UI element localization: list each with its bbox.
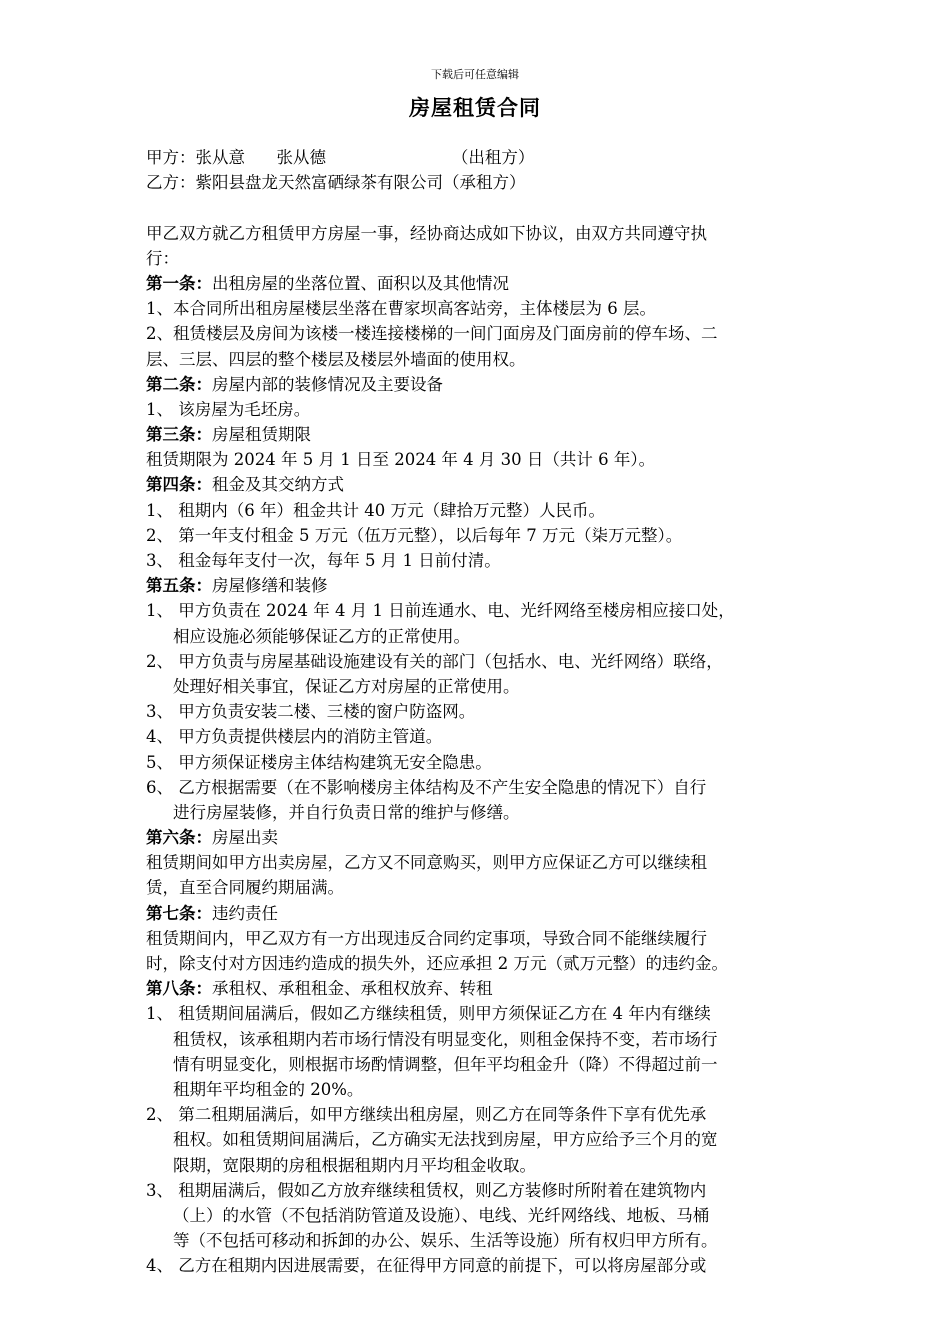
article-title: 房屋租赁期限: [212, 425, 311, 445]
item-continuation: 情有明显变化，则根据市场酌情调整，但年平均租金升（降）不得超过前一: [173, 1054, 718, 1074]
item-text: 甲方负责提供楼层内的消防主管道。: [178, 727, 443, 747]
item-continuation: （上）的水管（不包括消防管道及设施）、电线、光纤网络线、地板、马桶: [173, 1205, 710, 1225]
article-heading: [146, 573, 826, 598]
item-text: 乙方在租期内因进展需要，在征得甲方同意的前提下，可以将房屋部分或: [178, 1256, 707, 1276]
article-heading: [146, 372, 826, 397]
article-title: 租金及其交纳方式: [212, 475, 344, 495]
item-number: 5、: [146, 752, 173, 772]
list-item: [146, 775, 826, 800]
article-label: 第七条：: [146, 903, 212, 923]
item-text: 租期届满后，假如乙方放弃继续租赁权，则乙方装修时所附着在建筑物内: [178, 1180, 707, 1200]
article-line: 2、租赁楼层及房间为该楼一楼连接楼梯的一间门面房及门面房前的停车场、二: [146, 324, 718, 344]
article-line: 3、 租金每年支付一次，每年 5 月 1 日前付清。: [146, 551, 501, 570]
article-heading: [146, 422, 826, 447]
article-heading: [146, 901, 826, 926]
item-text: 乙方根据需要（在不影响楼房主体结构及不产生安全隐患的情况下）自行: [178, 777, 707, 797]
intro-line: 甲乙双方就乙方租赁甲方房屋一事，经协商达成如下协议，由双方共同遵守执: [146, 223, 707, 243]
article-label: 第一条：: [146, 273, 212, 293]
article-line: 2、 第一年支付租金 5 万元（伍万元整），以后每年 7 万元（柒万元整）。: [146, 525, 683, 545]
list-item: [146, 1253, 826, 1278]
item-continuation: 相应设施必须能够保证乙方的正常使用。: [173, 626, 470, 646]
article-label: 第二条：: [146, 374, 212, 394]
article-label: 第六条：: [146, 828, 212, 848]
item-continuation: 租期年平均租金的 20%。: [173, 1079, 364, 1099]
list-item: [146, 750, 826, 775]
article-label: 第四条：: [146, 475, 212, 495]
list-item: [146, 724, 826, 749]
article-line: 时，除支付对方因违约造成的损失外，还应承担 2 万元（贰万元整）的违约金。: [146, 954, 728, 973]
list-item: [146, 598, 826, 623]
article-line: 租赁期间内，甲乙双方有一方出现违反合同约定事项，导致合同不能继续履行: [146, 928, 707, 948]
article-title: 出租房屋的坐落位置、面积以及其他情况: [212, 273, 509, 293]
article-label: 第三条：: [146, 425, 212, 445]
item-number: 1、: [146, 601, 173, 621]
list-item: [146, 649, 826, 674]
party-b-line: 乙方：紫阳县盘龙天然富硒绿茶有限公司（承租方）: [146, 173, 526, 193]
item-text: 甲方负责安装二楼、三楼的窗户防盗网。: [178, 702, 476, 722]
item-number: 4、: [146, 727, 173, 747]
item-text: 租赁期间届满后，假如乙方继续租赁，则甲方须保证乙方在 4 年内有继续: [178, 1004, 711, 1024]
item-number: 2、: [146, 651, 173, 671]
article-title: 承租权、承租租金、承租权放弃、转租: [212, 979, 493, 999]
article-line: 1、本合同所出租房屋楼层坐落在曹家坝高客站旁，主体楼层为 6 层。: [146, 299, 656, 319]
item-continuation: 租权。如租赁期间届满后，乙方确实无法找到房屋，甲方应给予三个月的宽: [173, 1130, 718, 1150]
item-continuation: 限期，宽限期的房租根据租期内月平均租金收取。: [173, 1155, 536, 1175]
item-text: 甲方负责与房屋基础设施建设有关的部门（包括水、电、光纤网络）联络，: [178, 651, 723, 671]
item-number: 3、: [146, 702, 173, 722]
item-text: 第二租期届满后，如甲方继续出租房屋，则乙方在同等条件下享有优先承: [178, 1105, 707, 1125]
header-note: 下载后可任意编辑: [431, 68, 519, 81]
contract-body: [146, 145, 826, 1278]
party-a-line: 甲方：张从意 张从德 （出租方）: [146, 148, 535, 167]
article-label: 第五条：: [146, 576, 212, 596]
article-heading: [146, 825, 826, 850]
item-continuation: 进行房屋装修，并自行负责日常的维护与修缮。: [173, 802, 520, 822]
list-item: [146, 699, 826, 724]
item-number: 2、: [146, 1105, 173, 1125]
article-title: 违约责任: [212, 903, 278, 923]
article-line: 租赁期限为 2024 年 5 月 1 日至 2024 年 4 月 30 日（共计 6 年）。: [146, 450, 656, 470]
article-line: 1、 该房屋为毛坯房。: [146, 399, 311, 419]
article-line: 租赁期间如甲方出卖房屋，乙方又不同意购买，则甲方应保证乙方可以继续租: [146, 853, 707, 873]
article-title: 房屋出卖: [212, 828, 278, 848]
article-label: 第八条：: [146, 979, 212, 999]
item-number: 3、: [146, 1180, 173, 1200]
item-number: 1、: [146, 1004, 173, 1024]
list-item: [146, 1178, 826, 1203]
article-line: 1、 租期内（6 年）租金共计 40 万元（肆拾万元整）人民币。: [146, 500, 605, 520]
contract-title: 房屋租赁合同: [409, 95, 541, 120]
item-continuation: 等（不包括可移动和拆卸的办公、娱乐、生活等设施）所有权归甲方所有。: [173, 1231, 718, 1251]
list-item: [146, 1102, 826, 1127]
article-heading: [146, 271, 826, 296]
item-text: 甲方须保证楼房主体结构建筑无安全隐患。: [178, 752, 492, 772]
article-line: 赁，直至合同履约期届满。: [146, 878, 344, 898]
intro-line: 行：: [146, 248, 179, 268]
article-title: 房屋修缮和装修: [212, 576, 328, 596]
article-title: 房屋内部的装修情况及主要设备: [212, 374, 443, 394]
item-number: 6、: [146, 777, 173, 797]
item-text: 甲方负责在 2024 年 4 月 1 日前连通水、电、光纤网络至楼房相应接口处，: [178, 601, 735, 621]
item-continuation: 租赁权，该承租期内若市场行情没有明显变化，则租金保持不变，若市场行: [173, 1029, 718, 1049]
item-number: 4、: [146, 1256, 173, 1276]
article-heading: [146, 472, 826, 497]
article-heading: [146, 976, 826, 1001]
item-continuation: 处理好相关事宜，保证乙方对房屋的正常使用。: [173, 676, 520, 696]
article-line: 层、三层、四层的整个楼层及楼层外墙面的使用权。: [146, 349, 526, 369]
list-item: [146, 1001, 826, 1026]
